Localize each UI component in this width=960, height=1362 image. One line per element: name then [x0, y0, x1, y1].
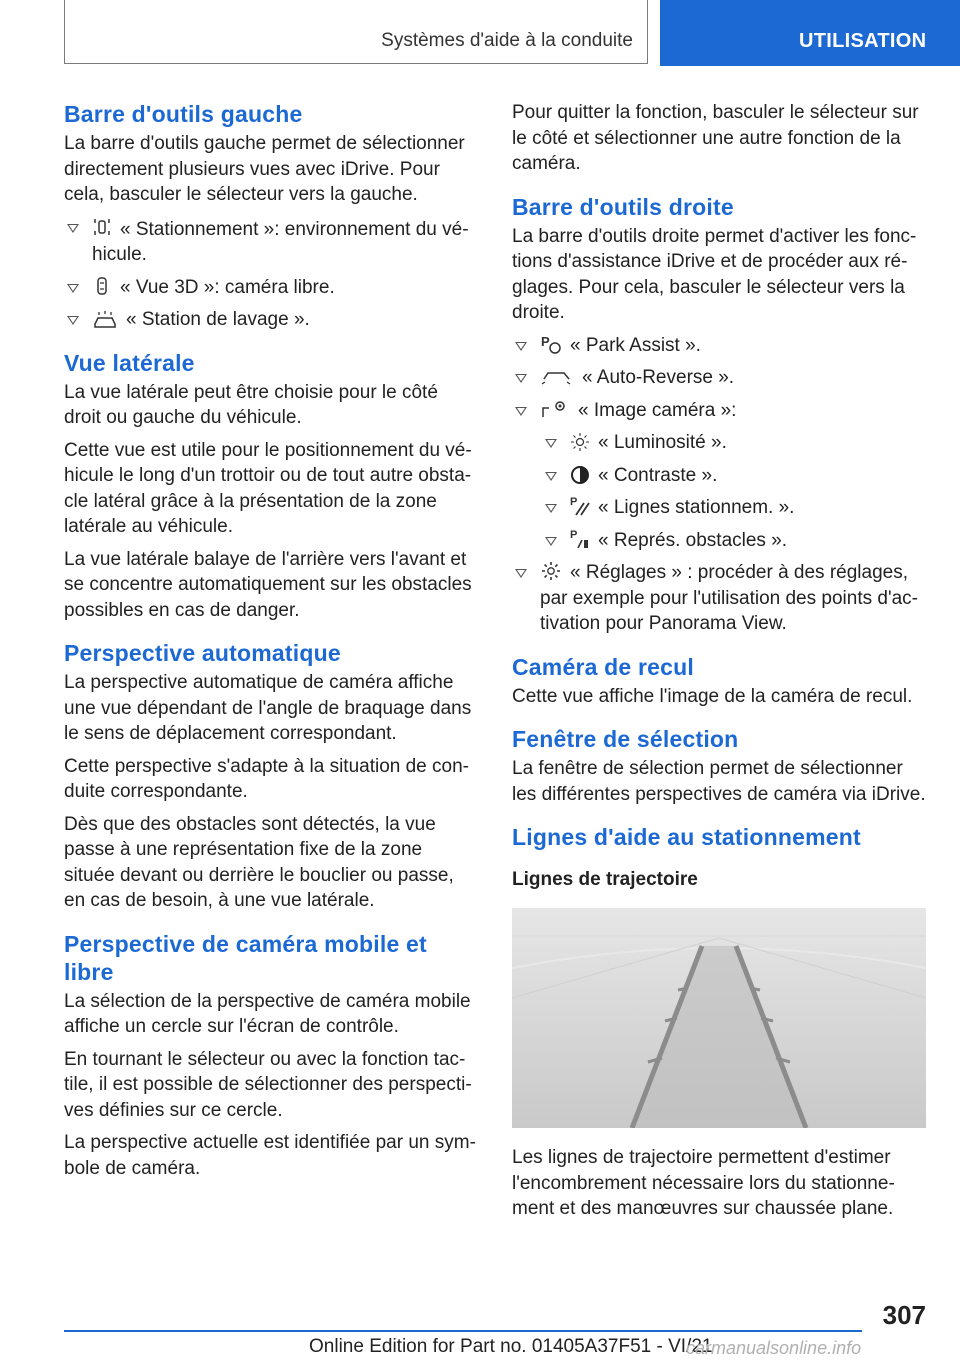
- bullet-triangle-icon: [512, 341, 530, 351]
- list-item: « Image caméra »:: [512, 398, 926, 424]
- obstacle-display-icon: [570, 528, 590, 550]
- paragraph: La fenêtre de sélection permet de sélectionner les différentes perspectives de caméra via iDrive.: [512, 758, 926, 805]
- view-3d-icon: [92, 275, 112, 297]
- list-item: P « Représ. obstacles ».: [542, 528, 926, 554]
- list-item: « Luminosité ».: [542, 430, 926, 456]
- list-item: « Stationnement »: environnement du véhicule.: [64, 215, 478, 268]
- car-wash-icon: [92, 309, 118, 329]
- parking-view-icon: [92, 215, 112, 239]
- list-item: « Auto-Reverse ».: [512, 365, 926, 391]
- paragraph: En tournant le sélecteur ou avec la fonction tactile, il est possible de sélectionner des perspectives définies sur ce cercle.: [64, 1048, 472, 1121]
- paragraph: Cette vue est utile pour le positionnement du véhicule le long d'un trottoir ou de tout autre obstacle latéral grâce à la présentation de la zone latérale au véhicule.: [64, 439, 472, 537]
- section-title-rear-camera: Caméra de recul: [512, 653, 694, 680]
- paragraph: La barre d'outils droite permet d'activer les fonctions d'assistance iDrive et de procéder aux réglages. Pour cela, basculer le sélecteur vers la droite.: [512, 225, 917, 323]
- paragraph: La vue latérale peut être choisie pour le côté droit ou gauche du véhicule.: [64, 381, 438, 428]
- bullet-triangle-icon: [512, 406, 530, 416]
- header-chapter-title: UTILISATION: [799, 30, 927, 52]
- watermark: carmanualsonline.info: [686, 1338, 862, 1358]
- header-chapter-tab: [660, 0, 960, 66]
- list-item: « Vue 3D »: caméra libre.: [64, 275, 478, 301]
- list-item: P « Lignes stationnem. ».: [542, 495, 926, 521]
- paragraph: La sélection de la perspective de caméra mobile affiche un cercle sur l'écran de contrôle.: [64, 990, 471, 1037]
- section-title-free-camera: Perspective de caméra mobile et libre: [64, 930, 427, 985]
- paragraph: La perspective automatique de caméra affiche une vue dépendant de l'angle de braquage dans le sens de déplacement correspondant.: [64, 672, 472, 744]
- bullet-triangle-icon: [64, 315, 82, 325]
- bullet-triangle-icon: [542, 503, 560, 513]
- paragraph: La vue latérale balaye de l'arrière vers l'avant et se concentre automatiquement sur les obstacles possibles en cas de danger.: [64, 548, 472, 621]
- bullet-triangle-icon: [542, 438, 560, 448]
- right-toolbar-list: [512, 333, 926, 424]
- footer-edition: Online Edition for Part no. 01405A37F51 - VI/21: [309, 1336, 713, 1357]
- bullet-triangle-icon: [64, 223, 82, 233]
- paragraph: Pour quitter la fonction, basculer le sélecteur sur le côté et sélectionner une autre fonction de la caméra.: [512, 102, 919, 174]
- header-section-title: Systèmes d'aide à la conduite: [381, 30, 633, 51]
- park-assist-icon: [540, 333, 562, 355]
- bullet-triangle-icon: [542, 471, 560, 481]
- svg-text:P: P: [541, 333, 550, 349]
- svg-text:P: P: [570, 496, 578, 508]
- paragraph: Dès que des obstacles sont détectés, la vue passe à une représentation fixe de la zone située devant ou derrière le bouclier ou passe, en cas de besoin, à une vue latérale.: [64, 813, 454, 911]
- paragraph: Cette vue affiche l'image de la caméra de recul.: [512, 685, 913, 707]
- bullet-triangle-icon: [542, 536, 560, 546]
- section-title-selection-window: Fenêtre de sélection: [512, 726, 739, 752]
- svg-text:P: P: [570, 528, 578, 541]
- subsection-title-trajectory: Lignes de trajectoire: [512, 869, 698, 890]
- bullet-triangle-icon: [64, 283, 82, 293]
- bullet-triangle-icon: [512, 568, 530, 578]
- settings-list: [512, 560, 926, 637]
- paragraph: Les lignes de trajectoire permettent d'estimer l'encombrement nécessaire lors du stationnement et des manœuvres sur chaussée plane.: [512, 1147, 895, 1219]
- section-title-automatic-perspective: Perspective automatique: [64, 640, 341, 666]
- page-number: 307: [882, 1300, 926, 1330]
- brightness-icon: [570, 432, 590, 452]
- gear-icon: [540, 560, 562, 582]
- list-item: « Station de lavage ».: [64, 307, 478, 333]
- right-column: [512, 100, 926, 1229]
- left-toolbar-list: [64, 215, 478, 333]
- list-item: P « Park Assist ».: [512, 333, 926, 359]
- header-section-box: [64, 0, 648, 64]
- camera-image-sublist: [512, 430, 926, 553]
- section-title-side-view: Vue latérale: [64, 349, 195, 376]
- auto-reverse-icon: [540, 367, 574, 387]
- paragraph: La perspective actuelle est identifiée par un symbole de caméra.: [64, 1132, 476, 1179]
- list-item: « Réglages » : procéder à des réglages, par exemple pour l'utilisation des points d'activation pour Panorama View.: [512, 560, 926, 637]
- left-column: [64, 100, 478, 1188]
- list-item: « Contraste ».: [542, 463, 926, 489]
- section-title-left-toolbar: Barre d'outils gauche: [64, 101, 303, 127]
- footer-divider: [64, 1330, 862, 1332]
- bullet-triangle-icon: [512, 373, 530, 383]
- camera-image-icon: [540, 398, 570, 420]
- paragraph: Cette perspective s'adapte à la situation de conduite correspondante.: [64, 755, 469, 802]
- trajectory-lines-illustration: [512, 908, 926, 1128]
- contrast-icon: [570, 465, 590, 485]
- section-title-parking-lines: Lignes d'aide au stationnement: [512, 824, 861, 850]
- parking-lines-icon: [570, 495, 590, 517]
- paragraph: La barre d'outils gauche permet de sélectionner directement plusieurs vues avec iDrive. Pour cela, basculer le sélecteur vers la gauche.: [64, 133, 465, 205]
- section-title-right-toolbar: Barre d'outils droite: [512, 193, 734, 220]
